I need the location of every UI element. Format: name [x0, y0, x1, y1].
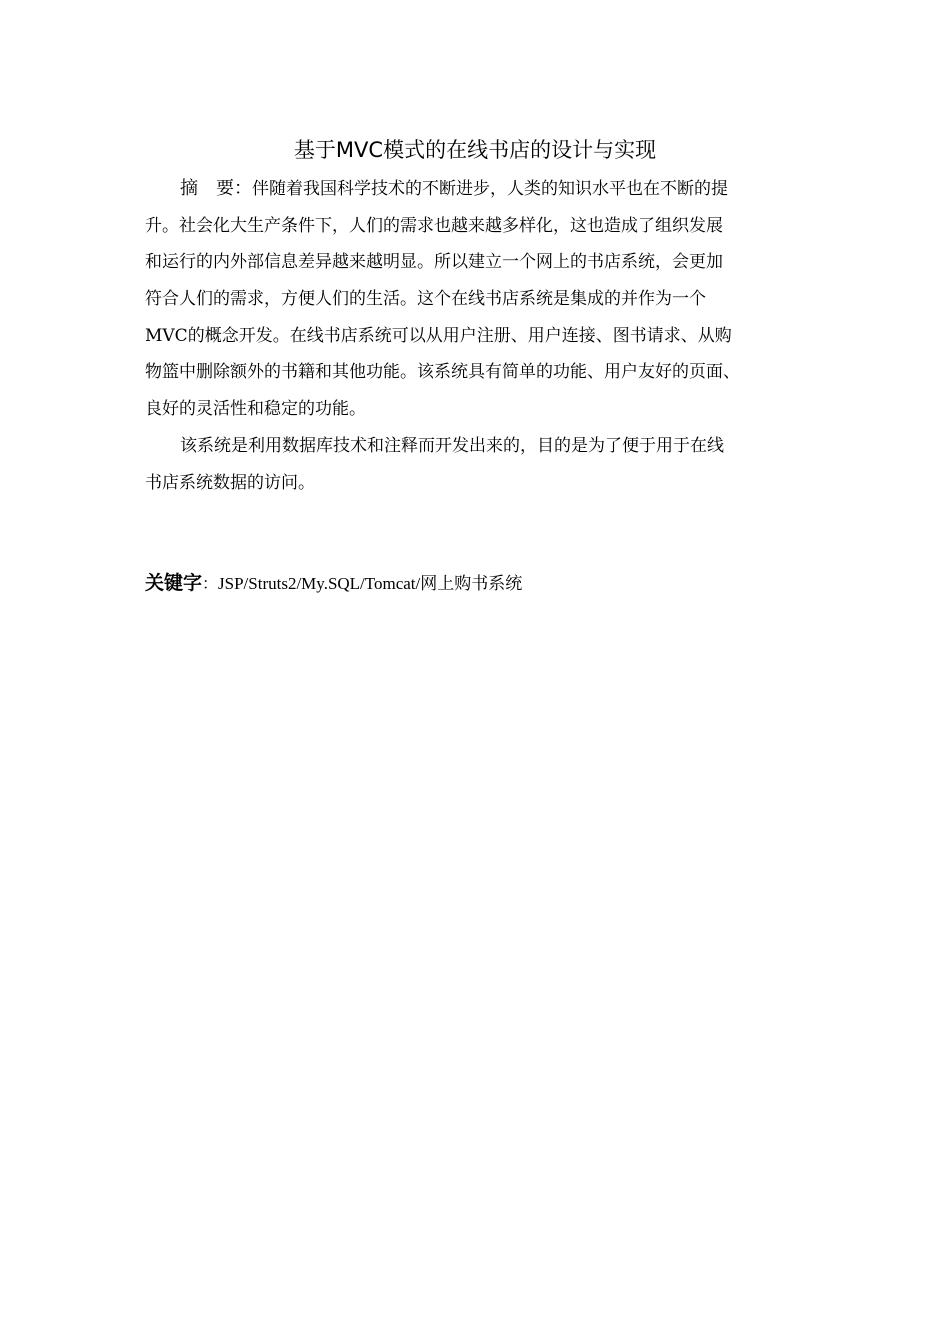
abstract-line: 和运行的内外部信息差异越来越明显。所以建立一个网上的书店系统，会更加 — [145, 252, 723, 273]
keywords-line — [145, 568, 805, 595]
document-title: 基于MVC模式的在线书店的设计与实现 — [293, 138, 657, 162]
keywords-label: 关键字 — [145, 572, 203, 594]
abstract-line: 升。社会化大生产条件下，人们的需求也越来越多样化，这也造成了组织发展 — [145, 215, 723, 236]
keywords-separator: ： — [202, 574, 219, 593]
abstract-line: 物篮中删除额外的书籍和其他功能。该系统具有简单的功能、用户友好的页面、 — [145, 362, 740, 383]
abstract-line: MVC的概念开发。在线书店系统可以从用户注册、用户连接、图书请求、从购 — [145, 325, 732, 346]
abstract-section — [145, 171, 810, 501]
paragraph-line: 该系统是利用数据库技术和注释而开发出来的，目的是为了便于用于在线 — [180, 435, 724, 456]
abstract-label: 摘 要： — [180, 178, 252, 199]
abstract-text: 伴随着我国科学技术的不断进步，人类的知识水平也在不断的提 — [252, 179, 728, 199]
paragraph-line: 书店系统数据的访问。 — [145, 472, 315, 493]
abstract-line: 良好的灵活性和稳定的功能。 — [145, 399, 366, 420]
abstract-line: 符合人们的需求，方便人们的生活。这个在线书店系统是集成的并作为一个 — [145, 289, 706, 310]
keywords-value: JSP/Struts2/My.SQL/Tomcat/网上购书系统 — [218, 574, 523, 593]
abstract-line — [145, 171, 810, 208]
